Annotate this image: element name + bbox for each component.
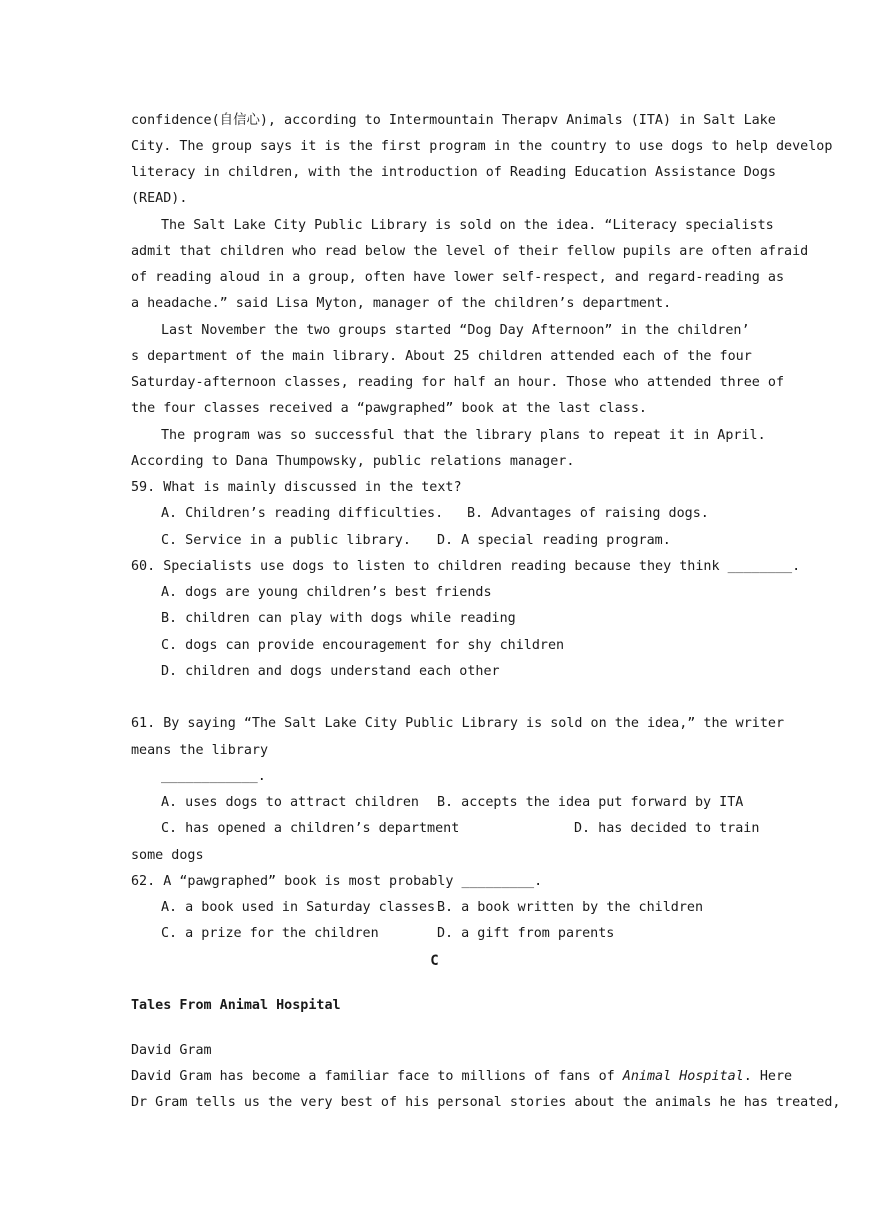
passage-line: s department of the main library. About 25 children attended each of the four (131, 349, 752, 364)
question-60-option-a: A. dogs are young children’s best friends (161, 585, 492, 600)
question-62-option-b: B. a book written by the children (437, 900, 704, 915)
passage-line: (READ). (131, 191, 188, 206)
section-heading: C (430, 953, 439, 969)
question-60-option-d: D. children and dogs understand each other (161, 664, 500, 679)
article-body-text: David Gram has become a familiar face to millions of fans of (131, 1069, 623, 1084)
passage-line: City. The group says it is the first program in the country to use dogs to help develop (131, 139, 833, 154)
question-61-stem-cont: means the library (131, 743, 269, 758)
question-60-stem: 60. Specialists use dogs to listen to children reading because they think ________. (131, 559, 801, 574)
question-61-option-d-cont: some dogs (131, 848, 204, 863)
question-61-option-c: C. has opened a children’s department (161, 821, 460, 836)
passage-line: Saturday-afternoon classes, reading for half an hour. Those who attended three of (131, 375, 785, 390)
article-author: David Gram (131, 1043, 212, 1058)
article-title: Tales From Animal Hospital (131, 998, 341, 1013)
question-59-option-b: B. Advantages of raising dogs. (467, 506, 709, 521)
question-59-option-a: A. Children’s reading difficulties. (161, 506, 444, 521)
passage-line: According to Dana Thumpowsky, public relations manager. (131, 454, 575, 469)
question-59-option-d: D. A special reading program. (437, 533, 671, 548)
passage-line: a headache.” said Lisa Myton, manager of the children’s department. (131, 296, 672, 311)
question-59-stem: 59. What is mainly discussed in the text? (131, 480, 462, 495)
passage-line: of reading aloud in a group, often have lower self-respect, and regard-reading as (131, 270, 785, 285)
show-title: Animal Hospital (622, 1069, 744, 1084)
question-60-option-b: B. children can play with dogs while reading (161, 611, 516, 626)
passage-line: the four classes received a “pawgraphed” book at the last class. (131, 401, 647, 416)
question-61-option-d: D. has decided to train (574, 821, 760, 836)
article-body-line: Dr Gram tells us the very best of his personal stories about the animals he has treated, (131, 1095, 841, 1110)
article-body-text: . Here (743, 1069, 793, 1084)
question-61-blank: ____________. (161, 769, 266, 784)
question-59-option-c: C. Service in a public library. (161, 533, 411, 548)
question-62-option-c: C. a prize for the children (161, 926, 379, 941)
passage-line: literacy in children, with the introduction of Reading Education Assistance Dogs (131, 165, 776, 180)
passage-line: confidence(自信心), according to Intermountain Therapv Animals (ITA) in Salt Lake (131, 113, 776, 128)
passage-line: The Salt Lake City Public Library is sold on the idea. “Literacy specialists (161, 218, 774, 233)
passage-line: Last November the two groups started “Dog Day Afternoon” in the children’ (161, 323, 750, 338)
question-62-option-a: A. a book used in Saturday classes (161, 900, 436, 915)
article-body-line (131, 1067, 793, 1087)
question-61-stem: 61. By saying “The Salt Lake City Public Library is sold on the idea,” the writer (131, 716, 785, 731)
question-61-option-a: A. uses dogs to attract children (161, 795, 419, 810)
passage-line: The program was so successful that the library plans to repeat it in April. (161, 428, 766, 443)
question-61-option-b: B. accepts the idea put forward by ITA (437, 795, 744, 810)
question-62-option-d: D. a gift from parents (437, 926, 615, 941)
question-60-option-c: C. dogs can provide encouragement for shy children (161, 638, 565, 653)
question-62-stem: 62. A “pawgraphed” book is most probably _________. (131, 874, 543, 889)
passage-line: admit that children who read below the level of their fellow pupils are often afraid (131, 244, 809, 259)
